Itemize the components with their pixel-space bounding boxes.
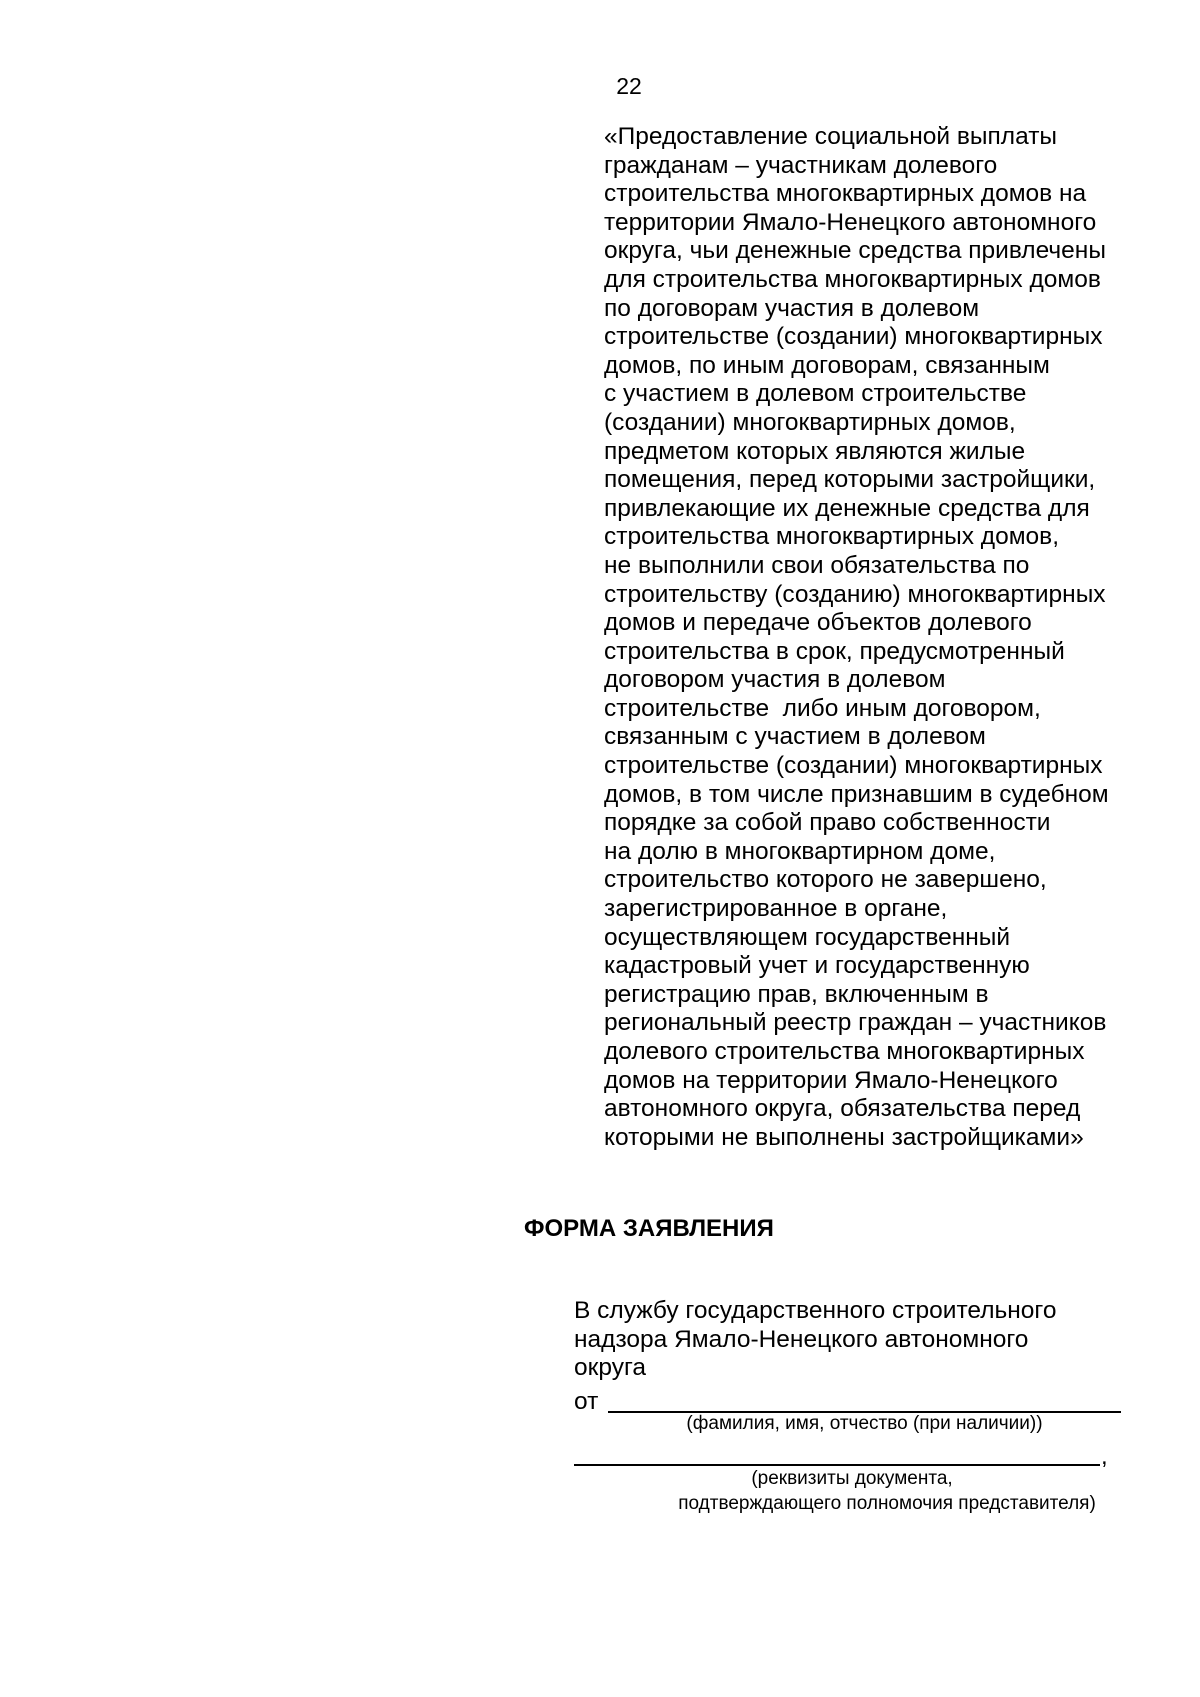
- annex-title-line: (создании) многоквартирных домов,: [604, 408, 1016, 436]
- annex-title-line: гражданам – участникам долевого: [604, 151, 998, 179]
- annex-title-line: округа, чьи денежные средства привлечены: [604, 237, 1106, 265]
- annex-title-line: которыми не выполнены застройщиками»: [604, 1123, 1084, 1151]
- document-caption-line: (реквизиты документа,: [751, 1468, 953, 1489]
- annex-title-line: домов, по иным договорам, связанным: [604, 351, 1050, 379]
- annex-title-line: строительство которого не завершено,: [604, 866, 1047, 894]
- annex-title-line: зарегистрированное в органе,: [604, 895, 948, 923]
- annex-title-line: договором участия в долевом: [604, 666, 946, 694]
- annex-title-line: «Предоставление социальной выплаты: [604, 123, 1058, 150]
- annex-title-line: предметом которых являются жилые: [604, 437, 1026, 465]
- annex-title-line: строительстве либо иным договором,: [604, 694, 1041, 722]
- annex-title-line: регистрацию прав, включенным в: [604, 980, 989, 1008]
- annex-title-line: долевого строительства многоквартирных: [604, 1038, 1085, 1065]
- annex-title-line: помещения, перед которыми застройщики,: [604, 466, 1096, 494]
- annex-title-line: строительства многоквартирных домов на: [604, 180, 1087, 208]
- annex-title-line: порядке за собой право собственности: [604, 809, 1051, 837]
- annex-title-line: строительства в срок, предусмотренный: [604, 637, 1065, 665]
- annex-title-line: региональный реестр граждан – участников: [604, 1009, 1107, 1037]
- addressee-line: округа: [574, 1354, 646, 1382]
- annex-title-block: [604, 123, 1164, 1152]
- annex-title-line: строительстве (создании) многоквартирных: [604, 323, 1103, 351]
- addressee-line: надзора Ямало-Ненецкого автономного: [574, 1325, 1029, 1353]
- form-title: ФОРМА ЗАЯВЛЕНИЯ: [524, 1215, 774, 1242]
- representative-document-field[interactable]: [574, 1464, 1100, 1466]
- representative-document-caption: [574, 1467, 1100, 1516]
- addressee-line: В службу государственного строительного: [574, 1297, 1057, 1324]
- annex-title-line: связанным с участием в долевом: [604, 723, 986, 751]
- annex-title-line: привлекающие их денежные средства для: [604, 494, 1090, 522]
- annex-title-line: строительстве (создании) многоквартирных: [604, 752, 1103, 780]
- annex-title-line: домов, в том числе признавшим в судебном: [604, 780, 1109, 808]
- annex-title-line: не выполнили свои обязательства по: [604, 551, 1030, 579]
- annex-title-line: домов и передаче объектов долевого: [604, 609, 1032, 637]
- document-caption-line: подтверждающего полномочия представителя): [678, 1492, 1096, 1514]
- annex-title-line: по договорам участия в долевом: [604, 294, 980, 322]
- applicant-name-caption: (фамилия, имя, отчество (при наличии)): [686, 1413, 1043, 1434]
- annex-title-line: осуществляющем государственный: [604, 923, 1011, 951]
- annex-title-line: строительства многоквартирных домов,: [604, 523, 1060, 551]
- annex-title-line: с участием в долевом строительстве: [604, 380, 1027, 408]
- document-field-comma: ,: [1101, 1443, 1108, 1470]
- page-number: 22: [616, 73, 642, 99]
- from-label: от: [574, 1388, 599, 1415]
- annex-title-line: на долю в многоквартирном доме,: [604, 837, 996, 865]
- annex-title-line: автономного округа, обязательства перед: [604, 1095, 1081, 1123]
- annex-title-line: для строительства многоквартирных домов: [604, 265, 1101, 293]
- annex-title-line: кадастровый учет и государственную: [604, 952, 1030, 980]
- annex-title-line: территории Ямало-Ненецкого автономного: [604, 208, 1097, 236]
- annex-title-line: строительству (созданию) многоквартирных: [604, 580, 1106, 608]
- addressee-block: [574, 1297, 1134, 1383]
- annex-title-line: домов на территории Ямало-Ненецкого: [604, 1066, 1058, 1094]
